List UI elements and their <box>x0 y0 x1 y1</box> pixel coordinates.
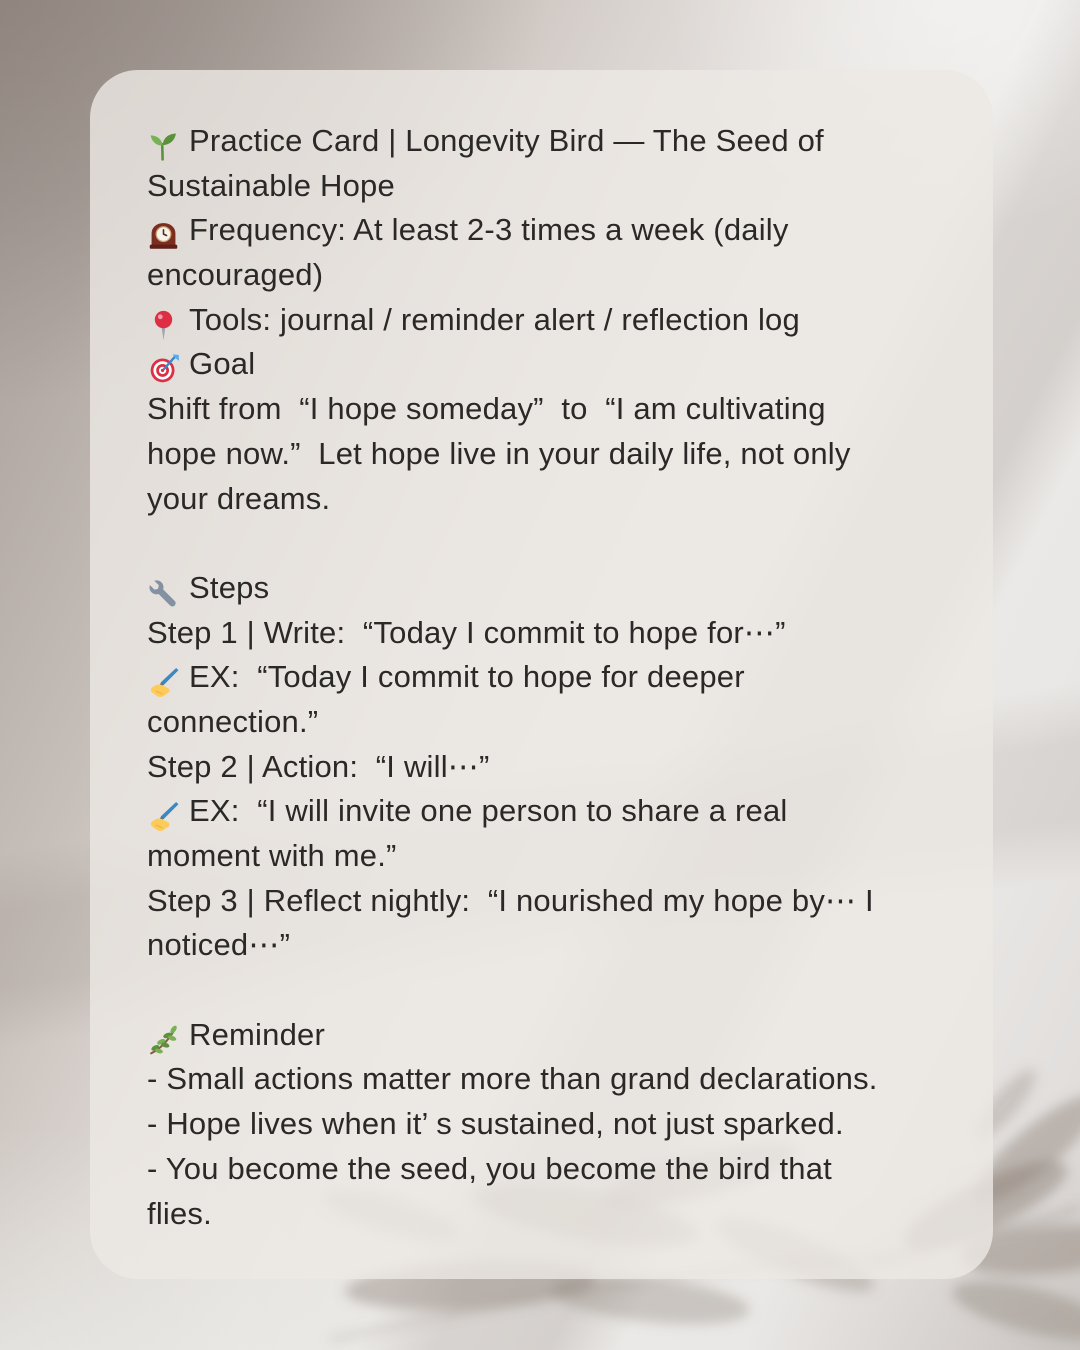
step1-line <box>147 611 949 656</box>
steps-heading-text: Steps <box>189 569 270 605</box>
title-text-1: Practice Card | Longevity Bird — The Seed of <box>189 123 824 158</box>
round-pushpin-icon <box>147 304 180 337</box>
practice-card <box>90 70 993 1279</box>
step2-line <box>147 745 949 790</box>
goal-body-text-1: Shift from “I hope someday” to “I am cultivating <box>147 391 826 427</box>
tools-line <box>147 298 949 343</box>
reminder-item-line-3b <box>147 1192 949 1237</box>
wrench-icon <box>147 572 180 605</box>
title-line-1 <box>147 119 949 164</box>
goal-heading-line <box>147 342 949 387</box>
reminder-item-line-3a <box>147 1147 949 1192</box>
frequency-text-2: encouraged) <box>147 257 324 293</box>
spacer-line <box>147 521 949 566</box>
step3-text-1: Step 3 | Reflect nightly: “I nourished my hope by⋯ I <box>147 882 874 918</box>
frequency-line-2 <box>147 253 949 298</box>
step2-example-line-1 <box>147 789 949 834</box>
step1-example-text-2: connection.” <box>147 703 319 739</box>
reminder-heading-line <box>147 1013 949 1058</box>
title-line-2 <box>147 164 949 209</box>
goal-body-line-1 <box>147 387 949 432</box>
reminder-item-text-1: - Small actions matter more than grand declarations. <box>147 1061 878 1097</box>
frequency-text-1: Frequency: At least 2-3 times a week (daily <box>189 212 789 248</box>
step2-example-line-2 <box>147 834 949 879</box>
spacer-line <box>147 968 949 1013</box>
goal-heading-text: Goal <box>189 346 256 382</box>
step3-text-2: noticed⋯” <box>147 927 291 963</box>
steps-heading-line <box>147 566 949 611</box>
reminder-item-line-1 <box>147 1057 949 1102</box>
step1-example-text-1: EX: “Today I commit to hope for deeper <box>189 659 745 695</box>
reminder-item-text-3a: - You become the seed, you become the bird that <box>147 1150 832 1186</box>
tools-text: Tools: journal / reminder alert / reflection log <box>189 301 800 337</box>
reminder-heading-text: Reminder <box>189 1016 325 1052</box>
reminder-item-text-2: - Hope lives when it’ s sustained, not just sparked. <box>147 1106 844 1142</box>
goal-body-line-2 <box>147 432 949 477</box>
reminder-item-text-3b: flies. <box>147 1195 212 1231</box>
step2-text: Step 2 | Action: “I will⋯” <box>147 748 490 784</box>
writing-hand-icon <box>147 661 180 694</box>
mantel-clock-icon <box>147 214 180 247</box>
step2-example-text-1: EX: “I will invite one person to share a real <box>189 793 788 829</box>
goal-body-line-3 <box>147 477 949 522</box>
target-icon <box>147 348 180 381</box>
herb-icon <box>147 1019 180 1052</box>
practice-card-content <box>90 70 993 1236</box>
reminder-item-line-2 <box>147 1102 949 1147</box>
goal-body-text-2: hope now.” Let hope live in your daily life, not only <box>147 435 851 471</box>
step1-example-line-2 <box>147 700 949 745</box>
seedling-icon <box>147 125 180 158</box>
step1-text: Step 1 | Write: “Today I commit to hope for⋯” <box>147 614 786 650</box>
title-text-2: Sustainable Hope <box>147 167 395 203</box>
step1-example-line-1 <box>147 655 949 700</box>
goal-body-text-3: your dreams. <box>147 480 331 516</box>
step3-line-2 <box>147 923 949 968</box>
step2-example-text-2: moment with me.” <box>147 838 397 873</box>
frequency-line-1 <box>147 208 949 253</box>
step3-line-1 <box>147 879 949 924</box>
writing-hand-icon <box>147 795 180 828</box>
